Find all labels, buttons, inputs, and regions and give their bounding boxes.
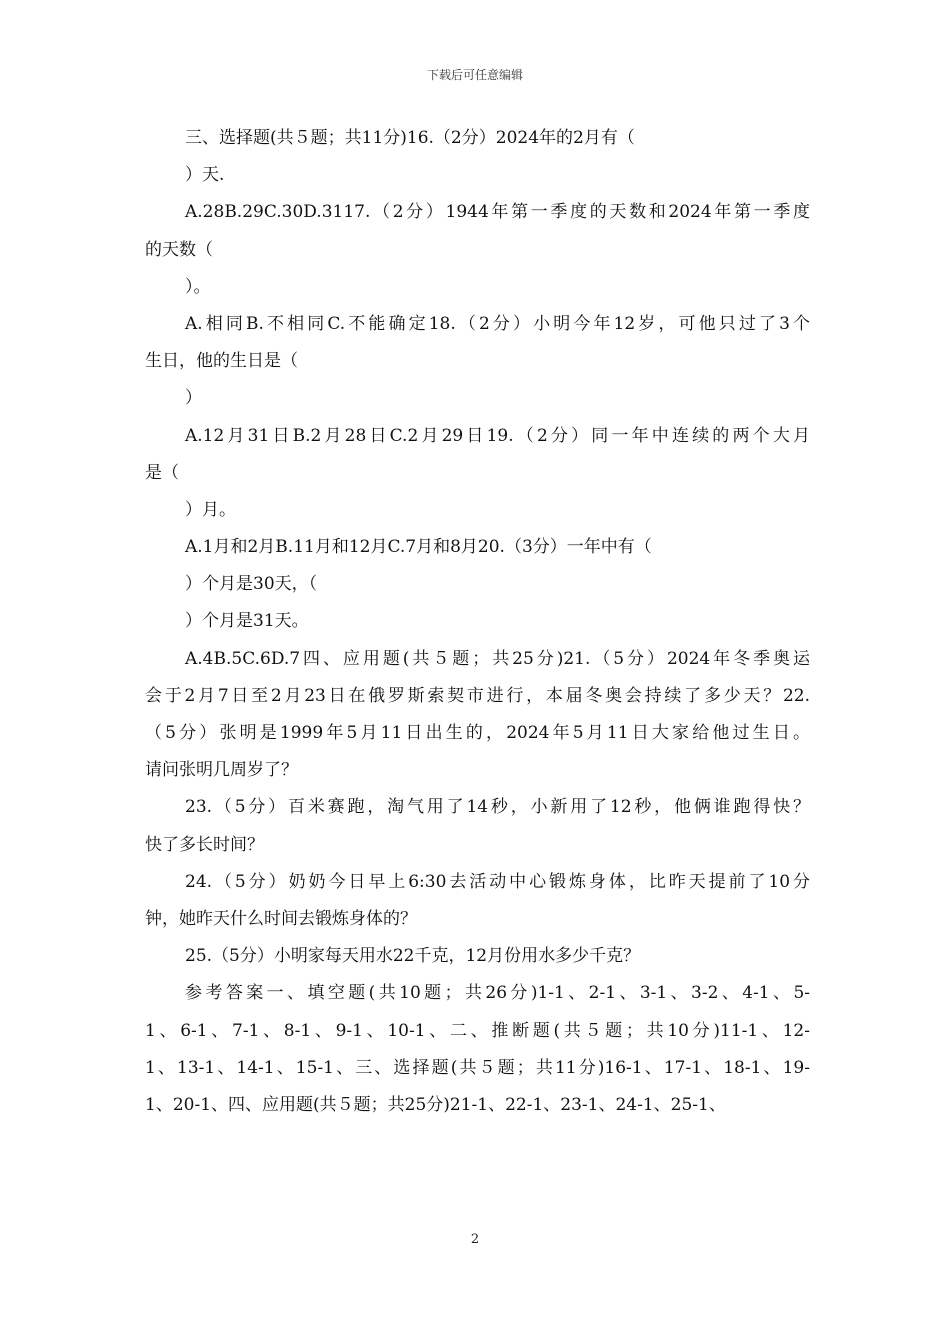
- page-number: 2: [470, 1232, 480, 1247]
- text-line: 请问张明几周岁了？: [145, 760, 298, 781]
- document-body: [145, 120, 810, 1124]
- text-line: 参考答案一、填空题(共10题；共26分)1-1、2-1、3-1、3-2、4-1、5-: [185, 983, 810, 1004]
- text-line: ）天.: [185, 165, 225, 186]
- text-line: 1、20-1、四、应用题(共５题；共25分)21-1、22-1、23-1、24-1、25-1、: [145, 1094, 726, 1115]
- text-line: ）月。: [185, 499, 236, 520]
- text-line: A.4B.5C.6D.7四、应用题(共５题；共25分)21.（5分）2024年冬季奥运: [185, 648, 810, 669]
- text-line: 会于2月7日至2月23日在俄罗斯索契市进行，本届冬奥会持续了多少天？22.: [145, 685, 810, 706]
- text-line: 快了多长时间？: [145, 834, 264, 855]
- text-line: 三、选择题(共５题；共11分)16.（2分）2024年的2月有（: [185, 128, 635, 148]
- text-line: A.12月31日B.2月28日C.2月29日19.（2分）同一年中连续的两个大月: [185, 425, 810, 446]
- text-line: 1、6-1、7-1、8-1、9-1、10-1、二、推断题(共５题；共10分)11-1、12-: [145, 1020, 810, 1041]
- text-line: ）。: [185, 276, 211, 297]
- text-line: 24.（5分）奶奶今日早上6:30去活动中心锻炼身体，比昨天提前了10分: [185, 871, 810, 892]
- text-line: 钟，她昨天什么时间去锻炼身体的？: [145, 908, 417, 929]
- text-line: A.28B.29C.30D.3117.（2分）1944年第一季度的天数和2024年第一季度: [185, 202, 810, 223]
- text-line: ）: [185, 388, 202, 409]
- text-line: A.相同B.不相同C.不能确定18.（2分）小明今年12岁，可他只过了3个: [185, 313, 810, 334]
- text-line: A.1月和2月B.11月和12月C.7月和8月20.（3分）一年中有（: [185, 537, 652, 558]
- text-line: ）个月是31天。: [185, 611, 309, 632]
- text-line: 25.（5分）小明家每天用水22千克，12月份用水多少千克？: [185, 946, 641, 967]
- text-line: ）个月是30天，（: [185, 574, 318, 595]
- text-line: 生日，他的生日是（: [145, 351, 298, 372]
- text-line: 1、13-1、14-1、15-1、三、选择题(共５题；共11分)16-1、17-1、18-1、19-: [145, 1057, 810, 1078]
- text-line: （5分）张明是1999年5月11日出生的，2024年5月11日大家给他过生日。: [145, 723, 810, 743]
- text-line: 是（: [145, 462, 179, 483]
- text-line: 23.（5分）百米赛跑，淘气用了14秒，小新用了12秒，他俩谁跑得快？: [185, 797, 810, 818]
- text-line: 的天数（: [145, 239, 213, 260]
- page-header: 下载后可任意编辑: [426, 68, 523, 82]
